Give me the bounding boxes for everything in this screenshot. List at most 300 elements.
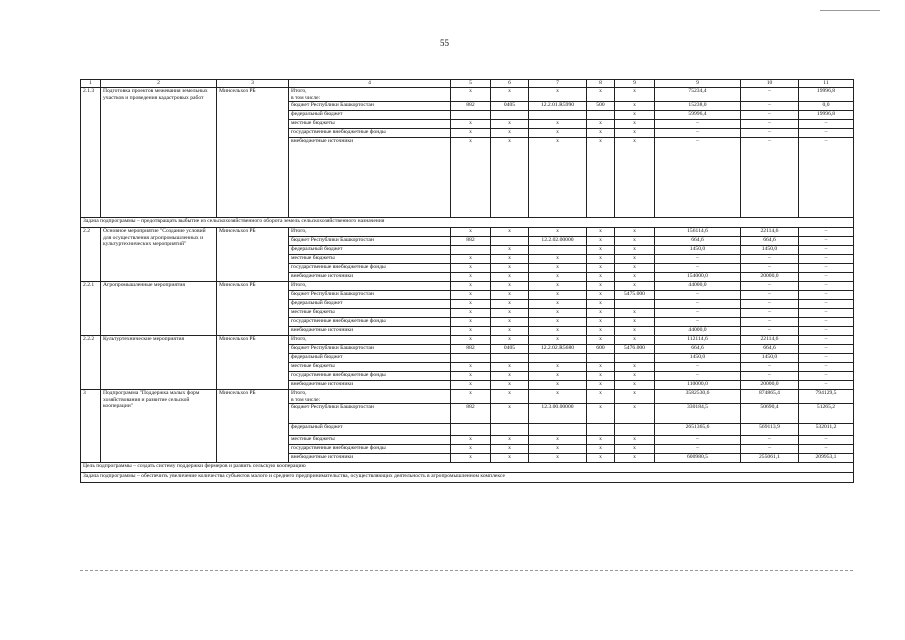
amount-col9: – [655, 291, 741, 300]
amount-col11: – [799, 282, 854, 291]
code-csr: x [529, 445, 587, 454]
code-vr: x [587, 381, 615, 390]
funding-source: внебюджетные источники [289, 454, 451, 463]
amount-col9: 44000,0 [655, 327, 741, 336]
code-9: x [615, 372, 655, 381]
code-rz: x [491, 264, 529, 273]
funding-source: государственные внебюджетные фонды [289, 264, 451, 273]
amount-col11: – [799, 228, 854, 237]
amount-col9: 44000,0 [655, 282, 741, 291]
amount-col11: – [799, 436, 854, 445]
code-vr: x [587, 363, 615, 372]
amount-col9: – [655, 264, 741, 273]
amount-col10: 255061,1 [741, 454, 799, 463]
item-name: Культуртехнические мероприятия [101, 336, 217, 390]
code-rz: x [491, 273, 529, 282]
code-9: x [615, 404, 655, 424]
code-gr: x [451, 454, 491, 463]
amount-col9: 664,6 [655, 345, 741, 354]
code-csr: x [529, 138, 587, 218]
code-csr: x [529, 436, 587, 445]
code-9: x [615, 327, 655, 336]
item-number: 2.2.1 [81, 282, 101, 336]
code-rz: x [491, 445, 529, 454]
amount-col9: 2651365,6 [655, 424, 741, 436]
amount-col10: – [741, 291, 799, 300]
code-9 [615, 424, 655, 436]
amount-col11: – [799, 372, 854, 381]
code-vr: x [587, 390, 615, 404]
funding-source: федеральный бюджет [289, 424, 451, 436]
amount-col10: 874865,4 [741, 390, 799, 404]
funding-source: федеральный бюджет [289, 354, 451, 363]
code-rz: x [491, 138, 529, 218]
amount-col9: – [655, 372, 741, 381]
funding-source: внебюджетные источники [289, 327, 451, 336]
amount-col9: – [655, 318, 741, 327]
code-9: 5476.000 [615, 345, 655, 354]
amount-col9: – [655, 120, 741, 129]
funding-source: Итого, [289, 228, 451, 237]
amount-col10: 664,6 [741, 237, 799, 246]
amount-col10: – [741, 309, 799, 318]
code-gr: x [451, 436, 491, 445]
code-csr: x [529, 120, 587, 129]
code-9: x [615, 120, 655, 129]
table-row [81, 282, 854, 291]
amount-col9: 330184,5 [655, 404, 741, 424]
code-rz: x [491, 336, 529, 345]
code-vr [587, 111, 615, 120]
funding-source: местные бюджеты [289, 436, 451, 445]
executor: Минсельхоз РБ [217, 390, 289, 463]
code-9: x [615, 228, 655, 237]
code-vr: x [587, 372, 615, 381]
item-number: 2.1.3 [81, 88, 101, 218]
code-csr: x [529, 228, 587, 237]
code-gr: 882 [451, 102, 491, 111]
item-name: Агропромышленные мероприятия [101, 282, 217, 336]
code-9: x [615, 102, 655, 111]
code-vr: x [587, 264, 615, 273]
header-row [81, 80, 854, 88]
code-vr: x [587, 129, 615, 138]
funding-source: местные бюджеты [289, 120, 451, 129]
code-rz: x [491, 228, 529, 237]
amount-col9: 15238,0 [655, 102, 741, 111]
amount-col9: 75234,4 [655, 88, 741, 102]
code-gr: x [451, 336, 491, 345]
code-gr: x [451, 291, 491, 300]
code-vr: x [587, 88, 615, 102]
code-csr: x [529, 309, 587, 318]
code-gr: 882 [451, 404, 491, 424]
amount-col9: 110000,0 [655, 381, 741, 390]
amount-col11: 19996,8 [799, 88, 854, 102]
amount-col11: 19996,8 [799, 111, 854, 120]
amount-col10: 1450,0 [741, 246, 799, 255]
amount-col10: – [741, 111, 799, 120]
funding-source: бюджет Республики Башкортостан [289, 345, 451, 354]
code-gr: x [451, 390, 491, 404]
code-csr: 12.2.02.R5680 [529, 345, 587, 354]
code-vr: x [587, 445, 615, 454]
amount-col11: – [799, 354, 854, 363]
column-header: 10 [741, 80, 799, 88]
amount-col11: – [799, 300, 854, 309]
code-vr: x [587, 120, 615, 129]
code-rz: x [491, 372, 529, 381]
code-rz: x [491, 381, 529, 390]
amount-col10: – [741, 327, 799, 336]
code-9: x [615, 309, 655, 318]
code-9: x [615, 273, 655, 282]
funding-source: государственные внебюджетные фонды [289, 318, 451, 327]
code-rz: x [491, 255, 529, 264]
amount-col9: 59996,4 [655, 111, 741, 120]
code-csr: 12.3.00.00000 [529, 404, 587, 424]
code-vr: x [587, 138, 615, 218]
amount-col11: – [799, 138, 854, 218]
funding-source: бюджет Республики Башкортостан [289, 404, 451, 424]
code-gr: x [451, 282, 491, 291]
item-number: 2.2.2 [81, 336, 101, 390]
amount-col9: 664,6 [655, 237, 741, 246]
funding-source: Итого, в том числе: [289, 390, 451, 404]
code-rz: x [491, 436, 529, 445]
amount-col10: – [741, 264, 799, 273]
task-row [81, 473, 854, 483]
amount-col11: – [799, 120, 854, 129]
column-header: 1 [81, 80, 101, 88]
code-gr: x [451, 138, 491, 218]
amount-col9: 156114,6 [655, 228, 741, 237]
code-csr [529, 354, 587, 363]
column-header: 5 [451, 80, 491, 88]
bottom-divider [80, 570, 853, 571]
code-vr: x [587, 273, 615, 282]
column-header: 9 [615, 80, 655, 88]
code-gr: x [451, 381, 491, 390]
code-csr: x [529, 327, 587, 336]
code-gr: x [451, 255, 491, 264]
code-gr: x [451, 318, 491, 327]
task-row [81, 463, 854, 473]
code-9: x [615, 454, 655, 463]
code-gr [451, 246, 491, 255]
amount-col11: 532011,2 [799, 424, 854, 436]
amount-col11: – [799, 273, 854, 282]
amount-col11: – [799, 381, 854, 390]
amount-col11: 0,0 [799, 102, 854, 111]
code-vr: 500 [587, 102, 615, 111]
code-vr: x [587, 237, 615, 246]
amount-col10: – [741, 318, 799, 327]
task-text: Задача подпрограммы – обеспечить увеличение количества субъектов малого и среднего предпринимательства, осуществляющих деятельность в агропромышленном комплексе [81, 473, 854, 483]
code-vr: x [587, 228, 615, 237]
amount-col9: 1450,0 [655, 246, 741, 255]
amount-col11: – [799, 445, 854, 454]
code-csr: x [529, 381, 587, 390]
amount-col10: – [741, 363, 799, 372]
item-name: Подготовка проектов межевания земельных участков и проведения кадастровых работ [101, 88, 217, 218]
code-rz: x [491, 291, 529, 300]
code-csr: x [529, 390, 587, 404]
amount-col10: – [741, 282, 799, 291]
code-csr: x [529, 318, 587, 327]
amount-col10: – [741, 102, 799, 111]
funding-source: внебюджетные источники [289, 381, 451, 390]
amount-col9: – [655, 436, 741, 445]
funding-source: Итого, [289, 336, 451, 345]
amount-col11: – [799, 363, 854, 372]
code-csr: x [529, 264, 587, 273]
code-csr: x [529, 300, 587, 309]
code-gr: x [451, 363, 491, 372]
amount-col10: – [741, 300, 799, 309]
code-csr: x [529, 129, 587, 138]
executor: Минсельхоз РБ [217, 228, 289, 282]
code-csr: x [529, 454, 587, 463]
code-csr: x [529, 255, 587, 264]
code-vr: x [587, 309, 615, 318]
code-9 [615, 354, 655, 363]
item-name: Основное мероприятие "Создание условий для осуществления агропромышленных и культуртехнических мероприятий" [101, 228, 217, 282]
code-vr: x [587, 436, 615, 445]
amount-col11: – [799, 129, 854, 138]
code-vr [587, 424, 615, 436]
funding-source: бюджет Республики Башкортостан [289, 102, 451, 111]
code-rz [491, 111, 529, 120]
amount-col11: – [799, 246, 854, 255]
code-csr: x [529, 363, 587, 372]
code-vr: x [587, 454, 615, 463]
funding-source: Итого, в том числе: [289, 88, 451, 102]
funding-source: государственные внебюджетные фонды [289, 372, 451, 381]
task-row [81, 218, 854, 228]
amount-col11: 794129,5 [799, 390, 854, 404]
code-rz: x [491, 318, 529, 327]
funding-source: бюджет Республики Башкортостан [289, 291, 451, 300]
amount-col9: – [655, 309, 741, 318]
code-9 [615, 300, 655, 309]
code-9: x [615, 282, 655, 291]
funding-source: бюджет Республики Башкортостан [289, 237, 451, 246]
code-gr: x [451, 445, 491, 454]
column-header: 8 [587, 80, 615, 88]
code-vr: x [587, 327, 615, 336]
column-header: 6 [491, 80, 529, 88]
code-9: x [615, 129, 655, 138]
table-row [81, 336, 854, 345]
column-header: 9 [655, 80, 741, 88]
code-rz: x [491, 309, 529, 318]
code-9: x [615, 255, 655, 264]
code-rz: 0405 [491, 345, 529, 354]
code-9: x [615, 318, 655, 327]
code-9: x [615, 445, 655, 454]
amount-col9: – [655, 129, 741, 138]
code-9: x [615, 138, 655, 218]
code-csr [529, 111, 587, 120]
code-vr [587, 354, 615, 363]
code-vr: 600 [587, 345, 615, 354]
code-gr: x [451, 88, 491, 102]
code-gr: x [451, 120, 491, 129]
code-gr: x [451, 273, 491, 282]
code-csr: x [529, 291, 587, 300]
code-9: x [615, 264, 655, 273]
amount-col10: 20000,0 [741, 273, 799, 282]
code-rz: x [491, 454, 529, 463]
code-gr: x [451, 327, 491, 336]
code-rz: x [491, 282, 529, 291]
amount-col9: – [655, 445, 741, 454]
funding-source: внебюджетные источники [289, 138, 451, 218]
executor: Минсельхоз РБ [217, 88, 289, 218]
code-9: 5475.000 [615, 291, 655, 300]
code-csr: 12.2.01.R5990 [529, 102, 587, 111]
code-gr [451, 424, 491, 436]
amount-col9: – [655, 363, 741, 372]
amount-col10: 569113,9 [741, 424, 799, 436]
code-9: x [615, 336, 655, 345]
column-header: 2 [101, 80, 217, 88]
code-csr: x [529, 273, 587, 282]
amount-col10: – [741, 129, 799, 138]
amount-col10: 664,6 [741, 345, 799, 354]
funding-source: местные бюджеты [289, 309, 451, 318]
funding-source: местные бюджеты [289, 363, 451, 372]
page-number: 55 [440, 38, 449, 48]
amount-col11: – [799, 336, 854, 345]
code-csr: x [529, 282, 587, 291]
amount-col11: – [799, 237, 854, 246]
amount-col10: – [741, 436, 799, 445]
amount-col11: – [799, 327, 854, 336]
amount-col10: 1450,0 [741, 354, 799, 363]
table-row [81, 88, 854, 102]
code-rz: 0405 [491, 102, 529, 111]
code-9: x [615, 237, 655, 246]
amount-col10: – [741, 445, 799, 454]
column-header: 3 [217, 80, 289, 88]
column-header: 4 [289, 80, 451, 88]
code-rz [491, 237, 529, 246]
code-csr: x [529, 336, 587, 345]
code-csr [529, 424, 587, 436]
item-number: 3 [81, 390, 101, 463]
code-gr: x [451, 372, 491, 381]
code-rz: x [491, 120, 529, 129]
top-rule [820, 10, 880, 11]
code-vr: x [587, 336, 615, 345]
amount-col11: – [799, 345, 854, 354]
code-rz: x [491, 327, 529, 336]
budget-table [80, 79, 854, 483]
code-9: x [615, 436, 655, 445]
code-rz: x [491, 88, 529, 102]
code-vr: x [587, 246, 615, 255]
code-vr: x [587, 291, 615, 300]
amount-col11: 209953,1 [799, 454, 854, 463]
amount-col9: – [655, 138, 741, 218]
amount-col9: – [655, 300, 741, 309]
column-header: 11 [799, 80, 854, 88]
funding-source: федеральный бюджет [289, 111, 451, 120]
funding-source: государственные внебюджетные фонды [289, 129, 451, 138]
code-gr: 882 [451, 237, 491, 246]
funding-source: внебюджетные источники [289, 273, 451, 282]
funding-source: федеральный бюджет [289, 300, 451, 309]
code-rz [491, 354, 529, 363]
code-vr: x [587, 318, 615, 327]
amount-col10: – [741, 255, 799, 264]
code-gr: x [451, 264, 491, 273]
task-text: Задача подпрограммы – предотвращать выбытие из сельскохозяйственного оборота земель сельскохозяйственного назначения [81, 218, 854, 228]
amount-col10: – [741, 138, 799, 218]
amount-col10: – [741, 88, 799, 102]
amount-col11: – [799, 255, 854, 264]
code-gr: x [451, 309, 491, 318]
code-9: x [615, 381, 655, 390]
code-rz [491, 424, 529, 436]
code-csr: x [529, 88, 587, 102]
code-gr: x [451, 300, 491, 309]
amount-col10: 20000,0 [741, 381, 799, 390]
code-rz: x [491, 404, 529, 424]
amount-col9: 3582530,6 [655, 390, 741, 404]
table-row [81, 228, 854, 237]
code-csr: 12.2.02.00000 [529, 237, 587, 246]
code-9: x [615, 390, 655, 404]
code-csr [529, 246, 587, 255]
code-csr: x [529, 372, 587, 381]
code-9: x [615, 246, 655, 255]
funding-source: Итого, [289, 282, 451, 291]
code-rz: x [491, 129, 529, 138]
code-rz: x [491, 390, 529, 404]
code-vr: x [587, 300, 615, 309]
amount-col11: – [799, 318, 854, 327]
code-9: x [615, 88, 655, 102]
amount-col10: 50690,4 [741, 404, 799, 424]
code-vr: x [587, 282, 615, 291]
code-rz: x [491, 246, 529, 255]
code-gr: 882 [451, 345, 491, 354]
funding-source: местные бюджеты [289, 255, 451, 264]
code-rz: x [491, 363, 529, 372]
task-text: Цель подпрограммы – создать систему поддержки фермеров и развить сельскую кооперацию [81, 463, 854, 473]
code-9: x [615, 111, 655, 120]
code-vr: x [587, 404, 615, 424]
code-vr: x [587, 255, 615, 264]
code-gr: x [451, 129, 491, 138]
amount-col10: 22114,6 [741, 228, 799, 237]
column-header: 7 [529, 80, 587, 88]
funding-source: государственные внебюджетные фонды [289, 445, 451, 454]
code-gr [451, 354, 491, 363]
amount-col9: 154000,0 [655, 273, 741, 282]
amount-col10: – [741, 372, 799, 381]
executor: Минсельхоз РБ [217, 282, 289, 336]
amount-col9: 112114,6 [655, 336, 741, 345]
amount-col9: 1450,0 [655, 354, 741, 363]
amount-col11: 51265,2 [799, 404, 854, 424]
code-9: x [615, 363, 655, 372]
amount-col9: 600980,5 [655, 454, 741, 463]
amount-col10: – [741, 120, 799, 129]
